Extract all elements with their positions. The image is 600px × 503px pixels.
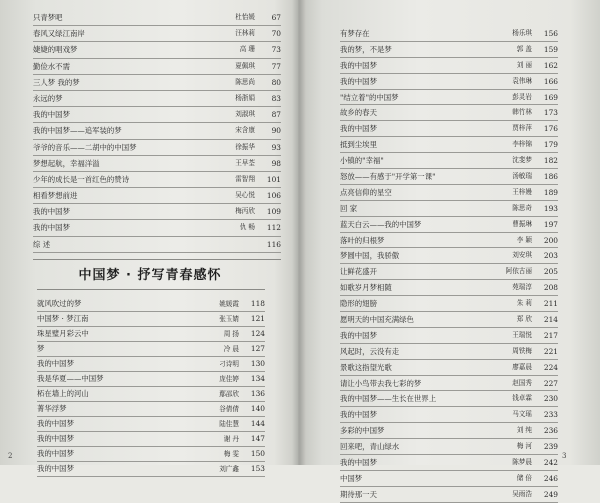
toc-entry — [340, 248, 558, 264]
entry-page-number: 227 — [543, 378, 558, 388]
toc-entry — [33, 42, 281, 58]
entry-title: 柘在墙上的河山 — [37, 389, 89, 398]
entry-title: 梦想起航，幸福洋溢 — [33, 158, 100, 168]
entry-page-number: 233 — [543, 410, 558, 420]
entry-author: 赵国秀 — [512, 378, 532, 387]
entry-author: 冷 晨 — [223, 345, 239, 353]
entry-author: 杨浙娟 — [235, 93, 255, 102]
entry-author: 鄢邵欣 — [219, 390, 239, 398]
entry-page-number: 224 — [543, 362, 558, 372]
entry-title: 点亮信仰的星空 — [340, 187, 392, 197]
entry-page-number: 249 — [543, 489, 558, 499]
entry-page-number: 130 — [250, 359, 265, 368]
entry-title: 回来吧，青山绿水 — [340, 442, 400, 452]
entry-title: 我的中国梦 — [340, 76, 377, 86]
entry-page-number: 144 — [250, 419, 265, 428]
entry-page-number: 140 — [250, 404, 265, 413]
toc-entry — [340, 58, 558, 74]
toc-entry — [33, 156, 281, 172]
entry-author: 刘广鑫 — [219, 465, 239, 473]
entry-page-number: 83 — [271, 93, 281, 103]
toc-entry — [37, 357, 265, 372]
entry-title: 多彩的中国梦 — [340, 426, 385, 436]
entry-title: 中国梦 · 梦江南 — [37, 314, 89, 323]
entry-author: 贾梓萍 — [512, 124, 532, 133]
toc-entry — [340, 74, 558, 90]
entry-author: 杨乐琪 — [512, 29, 532, 37]
entry-page-number: 239 — [543, 442, 558, 452]
entry-page-number: 169 — [543, 92, 558, 102]
toc-entry — [37, 372, 265, 387]
entry-title: 我的中国梦 — [340, 330, 377, 340]
entry-author: 陆佳慧 — [219, 420, 239, 428]
toc-entry — [37, 312, 265, 327]
book-gutter — [292, 0, 306, 465]
toc-entry — [340, 328, 558, 344]
entry-page-number: 182 — [543, 156, 558, 166]
entry-page-number: 166 — [543, 76, 558, 86]
entry-page-number: 147 — [250, 434, 265, 443]
entry-title: 婕婕的唱戏梦 — [33, 45, 78, 55]
entry-page-number: 101 — [266, 174, 281, 184]
entry-title: "结立着"的中国梦 — [340, 92, 399, 102]
entry-author: 李梓锦 — [512, 140, 532, 149]
entry-title: 菁华浮梦 — [37, 404, 67, 413]
entry-title: 我的梦，不是梦 — [340, 44, 392, 54]
entry-author: 姚媛霞 — [219, 300, 239, 308]
entry-title: 我的中国梦 — [37, 359, 74, 368]
entry-page-number: 211 — [543, 299, 558, 309]
entry-page-number: 200 — [543, 235, 558, 245]
entry-page-number: 159 — [543, 44, 558, 54]
toc-entry — [340, 26, 558, 42]
toc-entry — [340, 296, 558, 312]
entry-title: 请让小鸟带去我七彩的梦 — [340, 378, 422, 388]
toc-entry — [37, 402, 265, 417]
entry-author: 汤敏瑞 — [512, 172, 532, 181]
entry-author: 韩竹林 — [512, 108, 532, 117]
entry-author: 储 倍 — [516, 473, 532, 482]
entry-title: 如歌岁月梦相随 — [340, 283, 392, 293]
toc-entry — [340, 201, 558, 217]
toc-entry — [33, 204, 281, 220]
entry-title: 三人梦 我的梦 — [33, 77, 80, 87]
entry-page-number: 150 — [250, 449, 265, 458]
entry-author: 马文瑶 — [512, 410, 532, 419]
toc-entry — [340, 105, 558, 121]
toc-entry — [37, 342, 265, 357]
entry-title: 让鲜花盛开 — [340, 267, 377, 277]
entry-page-number: 205 — [543, 267, 558, 277]
entry-author: 梅 雯 — [223, 450, 239, 458]
section-title: 中国梦 · 抒写青春感怀 — [78, 268, 222, 283]
entry-title: 我的中国梦 — [340, 124, 377, 134]
entry-author: 高 珊 — [239, 45, 255, 54]
toc-entry — [340, 153, 558, 169]
entry-title: 我的中国梦 — [33, 207, 70, 217]
entry-page-number: 162 — [543, 60, 558, 70]
entry-page-number: 67 — [271, 13, 281, 22]
toc-entry — [340, 233, 558, 249]
entry-title: 故乡的春天 — [340, 108, 377, 118]
entry-author: 刁诗明 — [219, 360, 239, 368]
entry-author: 汪林莉 — [235, 29, 255, 38]
entry-page-number: 87 — [271, 110, 281, 120]
entry-title: 相看梦想前进 — [33, 191, 78, 201]
toc-entry — [37, 387, 265, 402]
entry-author: 刘安琪 — [512, 251, 532, 260]
toc-entry — [340, 217, 558, 233]
toc-list-left-top — [33, 10, 281, 253]
entry-page-number: 73 — [271, 45, 281, 55]
entry-title: 少年的成长是一首红色的赞诗 — [33, 174, 130, 184]
entry-page-number: 186 — [543, 172, 558, 182]
toc-entry — [340, 423, 558, 439]
toc-entry — [340, 137, 558, 153]
page-number-right: 3 — [562, 452, 567, 460]
toc-entry — [340, 185, 558, 201]
page-number-left: 2 — [8, 452, 13, 460]
entry-author: 张玉婧 — [219, 315, 239, 323]
entry-author: 刘 纯 — [516, 426, 532, 435]
entry-author: 钱卓霖 — [512, 394, 532, 403]
entry-page-number: 236 — [543, 426, 558, 436]
entry-page-number: 127 — [250, 344, 265, 353]
entry-author: 袁伟琳 — [512, 76, 532, 85]
entry-author: 陈思奇 — [512, 203, 532, 212]
entry-author: 王瑞悦 — [512, 330, 532, 339]
entry-author: 彭灵岩 — [512, 92, 532, 101]
entry-author: 李 颖 — [516, 235, 532, 244]
entry-title: 风起时，云没有走 — [340, 346, 400, 356]
entry-page-number: 203 — [543, 251, 558, 261]
toc-entry — [37, 327, 265, 342]
entry-title: 爷爷的音乐——二胡中的中国梦 — [33, 142, 137, 152]
entry-author: 周铁梅 — [512, 346, 532, 355]
entry-title: 只青梦吧 — [33, 13, 63, 22]
toc-entry — [340, 121, 558, 137]
entry-page-number: 217 — [543, 330, 558, 340]
entry-title: 景歌这指望光歌 — [340, 362, 392, 372]
entry-author: 陈梦晨 — [512, 458, 532, 467]
entry-title: 我的中国梦——追军装的梦 — [33, 126, 122, 136]
entry-page-number: 109 — [266, 207, 281, 217]
entry-author: 郑 欣 — [516, 315, 532, 324]
entry-title: 抵到尘埃里 — [340, 140, 377, 150]
entry-title: 回 家 — [340, 203, 358, 213]
toc-entry — [340, 344, 558, 360]
entry-title: 梦 — [37, 344, 45, 353]
entry-page-number: 70 — [271, 29, 281, 39]
entry-page-number: 124 — [250, 329, 265, 338]
entry-title: 落叶的归根梦 — [340, 235, 385, 245]
toc-entry — [340, 169, 558, 185]
toc-entry — [33, 91, 281, 107]
entry-title: 我是华夏——中国梦 — [37, 374, 104, 383]
toc-entry — [33, 123, 281, 139]
entry-page-number: 156 — [543, 29, 558, 38]
entry-title: 梦圆中国，我骄傲 — [340, 251, 400, 261]
entry-page-number: 106 — [266, 191, 281, 201]
toc-entry — [340, 360, 558, 376]
entry-title: 勤俭水不需 — [33, 61, 70, 71]
entry-title: 春风又绿江南岸 — [33, 29, 85, 39]
entry-title: 有梦存在 — [340, 29, 370, 38]
entry-title: 中国梦 — [340, 473, 363, 483]
entry-page-number: 214 — [543, 315, 558, 325]
toc-entry — [340, 407, 558, 423]
toc-entry — [37, 297, 265, 312]
entry-title: 永远的梦 — [33, 93, 63, 103]
entry-author: 陈思尚 — [235, 77, 255, 86]
section-rule-top — [33, 259, 281, 260]
entry-page-number: 173 — [543, 108, 558, 118]
toc-entry — [37, 432, 265, 447]
toc-entry — [33, 107, 281, 123]
toc-entry — [37, 462, 265, 477]
toc-entry — [340, 280, 558, 296]
entry-author: 苑瑞淳 — [512, 283, 532, 292]
entry-page-number: 176 — [543, 124, 558, 134]
entry-title: 我的中国梦 — [33, 110, 70, 120]
entry-author: 曹振琳 — [512, 219, 532, 228]
entry-author: 雷智翔 — [235, 174, 255, 183]
entry-author: 杜怡媛 — [235, 13, 255, 21]
entry-page-number: 193 — [543, 203, 558, 213]
entry-author: 阿依古丽 — [505, 267, 532, 276]
entry-page-number: 98 — [271, 158, 281, 168]
section-rule-bottom — [37, 289, 265, 290]
toc-entry — [340, 455, 558, 471]
entry-page-number: 208 — [543, 283, 558, 293]
entry-page-number: 77 — [271, 61, 281, 71]
toc-entry — [37, 447, 265, 462]
entry-title: 蓝天白云——我的中国梦 — [340, 219, 422, 229]
entry-page-number: 112 — [266, 223, 281, 233]
entry-author: 刘 丽 — [516, 60, 532, 69]
toc-entry — [340, 471, 558, 487]
toc-entry — [33, 10, 281, 26]
entry-page-number: 221 — [543, 346, 558, 356]
entry-page-number: 189 — [543, 187, 558, 197]
toc-list-right — [340, 26, 558, 503]
entry-author: 周 扬 — [223, 330, 239, 338]
entry-page-number: 246 — [543, 473, 558, 483]
entry-title: 我的中国梦 — [37, 419, 74, 428]
entry-title: 愿明天的中国充满绿色 — [340, 315, 414, 325]
entry-author: 王梓嫚 — [512, 187, 532, 196]
toc-entry — [340, 487, 558, 503]
entry-page-number: 121 — [250, 314, 265, 323]
entry-title: 我的中国梦 — [340, 410, 377, 420]
entry-author: 仇 畅 — [239, 223, 255, 232]
toc-entry — [340, 264, 558, 280]
toc-entry — [33, 237, 281, 253]
entry-title: 我的中国梦 — [37, 464, 74, 473]
entry-author: 刘淑琪 — [235, 110, 255, 119]
entry-page-number: 93 — [271, 142, 281, 152]
toc-entry — [340, 42, 558, 58]
entry-author: 宋含康 — [235, 126, 255, 135]
entry-title: 期待那一天 — [340, 489, 377, 499]
toc-entry — [37, 417, 265, 432]
entry-title: 我的中国梦——生长在世界上 — [340, 394, 437, 404]
entry-author: 王早荃 — [235, 158, 255, 167]
entry-page-number: 230 — [543, 394, 558, 404]
entry-author: 夏佩琪 — [235, 61, 255, 70]
toc-entry — [340, 391, 558, 407]
entry-title: 我的中国梦 — [37, 449, 74, 458]
toc-entry — [33, 59, 281, 75]
entry-page-number: 242 — [543, 458, 558, 468]
entry-author: 沈斐梦 — [512, 156, 532, 165]
entry-page-number: 90 — [271, 126, 281, 136]
toc-entry — [340, 376, 558, 392]
entry-title: 我的中国梦 — [33, 223, 70, 233]
entry-page-number: 80 — [271, 77, 281, 87]
entry-author: 谷倩倩 — [219, 405, 239, 413]
toc-entry — [33, 172, 281, 188]
entry-author: 吴心悦 — [235, 191, 255, 200]
entry-title: 隐形的翅膀 — [340, 299, 377, 309]
entry-author: 梅丙欣 — [235, 207, 255, 216]
entry-title: 综 述 — [33, 239, 51, 249]
toc-entry — [340, 90, 558, 106]
toc-entry — [33, 140, 281, 156]
entry-author: 徐振华 — [235, 142, 255, 151]
entry-page-number: 116 — [266, 239, 281, 249]
entry-author: 谢 丹 — [223, 435, 239, 443]
entry-page-number: 153 — [250, 464, 265, 473]
entry-title: 我的中国梦 — [340, 458, 377, 468]
entry-title: 我的中国梦 — [37, 434, 74, 443]
entry-title: 珠星璧月彩云中 — [37, 329, 89, 338]
entry-author: 吴雨浩 — [512, 489, 532, 498]
entry-author: 庞佳婷 — [219, 375, 239, 383]
entry-page-number: 197 — [543, 219, 558, 229]
entry-author: 梅 河 — [516, 442, 532, 451]
entry-page-number: 134 — [250, 374, 265, 383]
entry-title: 我的中国梦 — [340, 60, 377, 70]
toc-entry — [33, 75, 281, 91]
entry-author: 郭 盖 — [516, 44, 532, 53]
entry-title: 小镇的"幸福" — [340, 156, 384, 166]
entry-page-number: 118 — [250, 299, 265, 308]
entry-page-number: 179 — [543, 140, 558, 150]
entry-author: 朱 莉 — [516, 299, 532, 308]
entry-page-number: 136 — [250, 389, 265, 398]
entry-author: 廖嘉晨 — [512, 362, 532, 371]
toc-list-left-bottom — [37, 297, 265, 477]
entry-title: 怒放——有感于"开学第一课" — [340, 172, 436, 182]
toc-entry — [33, 188, 281, 204]
toc-entry — [340, 312, 558, 328]
toc-entry — [340, 439, 558, 455]
entry-title: 就风吹过的梦 — [37, 299, 82, 308]
toc-entry — [33, 26, 281, 42]
toc-entry — [33, 220, 281, 236]
